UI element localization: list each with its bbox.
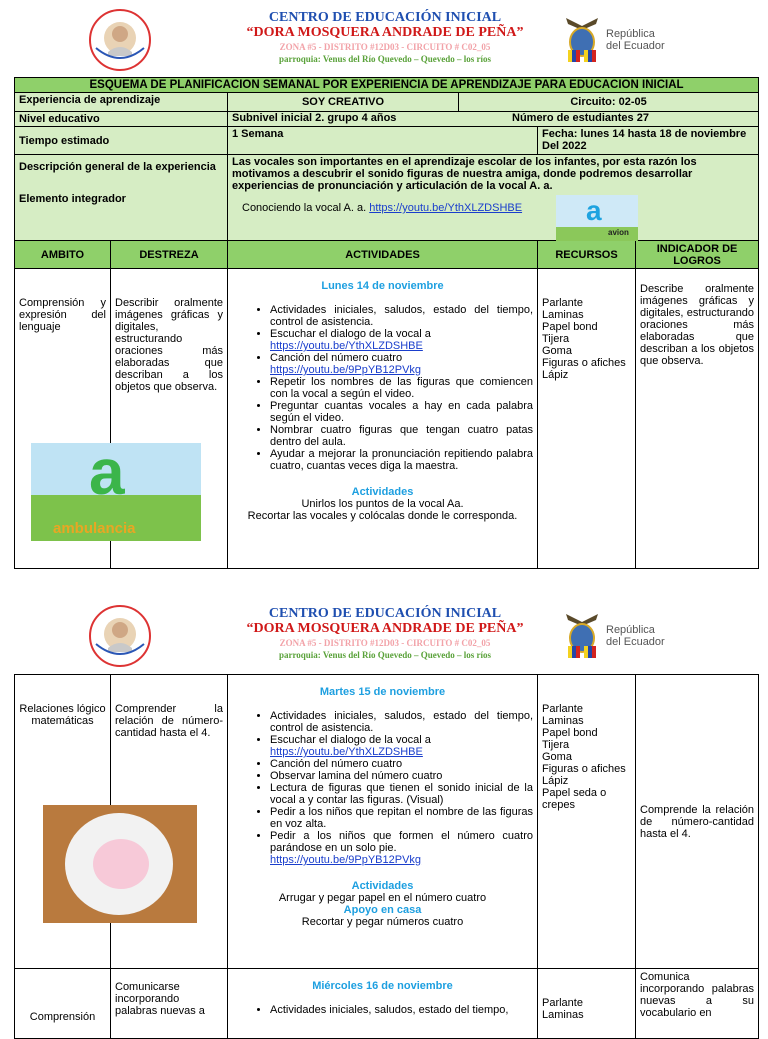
row1-destreza: Describir oralmente imágenes gráficas y digitales, estructurando oraciones más elaboradas que describan a los objetos que observa.: [111, 269, 228, 569]
ecuador-logo: [560, 610, 670, 660]
circuito: Circuito: 02-05: [570, 96, 647, 108]
elem-text: Conociendo la vocal A. a.: [242, 202, 367, 214]
row3-indicador: Comunica incorporando palabras nuevas a su vocabulario en: [636, 969, 759, 1039]
list-item: Escuchar el dialogo de la vocal a: [270, 734, 431, 746]
apoyo-title: Apoyo en casa: [343, 904, 422, 916]
list-item: • Canción del número cuatro: [270, 758, 533, 770]
page-header: [0, 0, 768, 78]
republica-line1: República: [606, 28, 655, 40]
list-item: • Ayudar a mejorar la pronunciación repitiendo palabra cuatro, cuantas veces diga la maestra.: [270, 448, 533, 472]
row2-day: Martes 15 de noviembre: [319, 686, 446, 698]
recurso-item: Tijera: [542, 739, 570, 751]
apoyo-line: Recortar y pegar números cuatro: [301, 916, 464, 928]
actividad-line: Arrugar y pegar papel en el número cuatro: [278, 892, 487, 904]
recurso-item: Papel seda o crepes: [542, 787, 607, 811]
ambulancia-image: a ambulancia: [31, 443, 201, 541]
planning-table-2: [14, 674, 759, 1039]
list-item: • Nombrar cuatro figuras que tengan cuatro patas dentro del aula.: [270, 424, 533, 448]
video-link[interactable]: https://youtu.be/9PpYB12PVkg: [270, 854, 422, 866]
parroquia-line: parroquia: Venus del Río Quevedo – Quevedo – los ríos: [278, 650, 492, 660]
republica-line1: República: [606, 624, 655, 636]
row1-indicador: Describe oralmente imágenes gráficas y digitales, estructurando oraciones más elaboradas que describan a los objetos que observa.: [636, 269, 759, 569]
recurso-item: Laminas: [542, 1009, 584, 1021]
recurso-item: Papel bond: [542, 321, 598, 333]
zona-line: ZONA #5 - DISTRITO #12D03 - CIRCUITO # C02_05: [279, 638, 491, 648]
row3-day: Miércoles 16 de noviembre: [312, 980, 453, 992]
fecha: Fecha: lunes 14 hasta 18 de noviembre Del 2022: [538, 127, 759, 155]
center-title: CENTRO DE EDUCACIÓN INICIAL: [268, 606, 502, 621]
exp-value: SOY CREATIVO: [228, 93, 459, 111]
recurso-item: Parlante: [542, 297, 583, 309]
tiempo-value: 1 Semana: [228, 127, 538, 155]
table-row: [15, 969, 759, 1039]
table-title: ESQUEMA DE PLANIFICACION SEMANAL POR EXPERIENCIA DE APRENDIZAJE PARA EDUCACION INICIAL: [15, 78, 759, 93]
ecuador-shield-icon: [560, 610, 604, 660]
row1-ambito: Comprensión y expresión del lenguaje: [19, 297, 106, 333]
recurso-item: Papel bond: [542, 727, 598, 739]
center-title: CENTRO DE EDUCACIÓN INICIAL: [268, 10, 502, 25]
school-name: “DORA MOSQUERA ANDRADE DE PEÑA”: [246, 621, 524, 636]
exp-label: Experiencia de aprendizaje: [15, 93, 228, 112]
planning-table-1: [14, 77, 759, 569]
col-destreza: DESTREZA: [111, 241, 228, 269]
list-item: • Repetir los nombres de las figuras que comiencen con la vocal a según el video.: [270, 376, 533, 400]
nivel-label: Nivel educativo: [15, 112, 228, 127]
republica-line2: del Ecuador: [606, 636, 665, 648]
row2-ambito: Relaciones lógico matemáticas: [19, 703, 106, 727]
zona-line: ZONA #5 - DISTRITO #12D03 - CIRCUITO # C02_05: [279, 42, 491, 52]
recurso-item: Figuras o afiches: [542, 763, 626, 775]
avion-word: avion: [608, 228, 629, 237]
republica-line2: del Ecuador: [606, 40, 665, 52]
list-item: • Actividades iniciales, saludos, estado del tiempo,: [270, 1004, 533, 1016]
row1-day: Lunes 14 de noviembre: [321, 280, 444, 292]
recurso-item: Goma: [542, 345, 572, 357]
actividades-title: Actividades: [351, 486, 414, 498]
list-item: • Actividades iniciales, saludos, estado del tiempo, control de asistencia.: [270, 710, 533, 734]
list-item: Pedir a los niños que formen el número cuatro parándose en un solo pie.: [270, 830, 533, 854]
plate-image: [43, 805, 197, 923]
recurso-item: Goma: [542, 751, 572, 763]
recurso-item: Lápiz: [542, 369, 569, 381]
recurso-item: Lápiz: [542, 775, 569, 787]
desc-value: Las vocales son importantes en el aprendizaje escolar de los infantes, por esta razón los motivamos a descubrir el sonido figuras de nuestra amiga, donde podremos desarrollar experiencias de pronunciación y articulación de la vocal A. a.: [232, 156, 697, 192]
tiempo-label: Tiempo estimado: [15, 127, 228, 155]
video-link[interactable]: https://youtu.be/9PpYB12PVkg: [270, 364, 422, 376]
page-header-2: [0, 596, 768, 674]
ambulancia-word: ambulancia: [53, 520, 136, 537]
ecuador-shield-icon: [560, 14, 604, 64]
recurso-item: Parlante: [542, 997, 583, 1009]
video-link[interactable]: https://youtu.be/YthXLZDSHBE: [270, 746, 423, 758]
col-indicador: INDICADOR DE LOGROS: [636, 241, 759, 269]
desc-label: Descripción general de la experiencia: [19, 161, 216, 173]
recurso-item: Laminas: [542, 309, 584, 321]
avion-image: a avion: [556, 195, 638, 241]
elem-link[interactable]: https://youtu.be/YthXLZDSHBE: [369, 202, 523, 214]
parroquia-line: parroquia: Venus del Río Quevedo – Quevedo – los ríos: [278, 54, 492, 64]
row2-indicador: Comprende la relación de número-cantidad hasta el 4.: [636, 675, 759, 969]
list-item: Escuchar el dialogo de la vocal a: [270, 328, 431, 340]
row3-destreza: Comunicarse incorporando palabras nuevas a: [111, 969, 228, 1039]
recurso-item: Figuras o afiches: [542, 357, 626, 369]
recurso-item: Parlante: [542, 703, 583, 715]
ecuador-logo: [560, 14, 670, 64]
list-item: • Observar lamina del número cuatro: [270, 770, 533, 782]
recurso-item: Laminas: [542, 715, 584, 727]
nivel-value: Subnivel inicial 2. grupo 4 años: [232, 112, 397, 124]
video-link[interactable]: https://youtu.be/YthXLZDSHBE: [270, 340, 423, 352]
list-item: Canción del número cuatro: [270, 352, 403, 364]
numero-estudiantes: Número de estudiantes 27: [512, 112, 649, 124]
recurso-item: Tijera: [542, 333, 570, 345]
col-actividades: ACTIVIDADES: [228, 241, 538, 269]
actividad-line: Unirlos los puntos de la vocal Aa.: [301, 498, 464, 510]
school-name: “DORA MOSQUERA ANDRADE DE PEÑA”: [246, 25, 524, 40]
row2-destreza: Comprender la relación de número-cantidad hasta el 4.: [111, 675, 228, 969]
table-row: [15, 675, 759, 969]
row3-ambito: Comprensión: [15, 969, 111, 1039]
elem-label: Elemento integrador: [19, 193, 126, 205]
table-row: [15, 269, 759, 569]
school-logo-icon: [88, 8, 152, 72]
list-item: • Preguntar cuantas vocales a hay en cada palabra según el video.: [270, 400, 533, 424]
actividades-title: Actividades: [351, 880, 414, 892]
list-item: • Pedir a los niños que repitan el nombre de las figuras en voz alta.: [270, 806, 533, 830]
col-recursos: RECURSOS: [538, 241, 636, 269]
school-logo-icon: [88, 604, 152, 668]
col-ambito: AMBITO: [15, 241, 111, 269]
actividad-line: Recortar las vocales y colócalas donde le corresponda.: [247, 510, 518, 522]
list-item: • Lectura de figuras que tienen el sonido inicial de la vocal a y contar las figuras. (Visual): [270, 782, 533, 806]
list-item: • Actividades iniciales, saludos, estado del tiempo, control de asistencia.: [270, 304, 533, 328]
